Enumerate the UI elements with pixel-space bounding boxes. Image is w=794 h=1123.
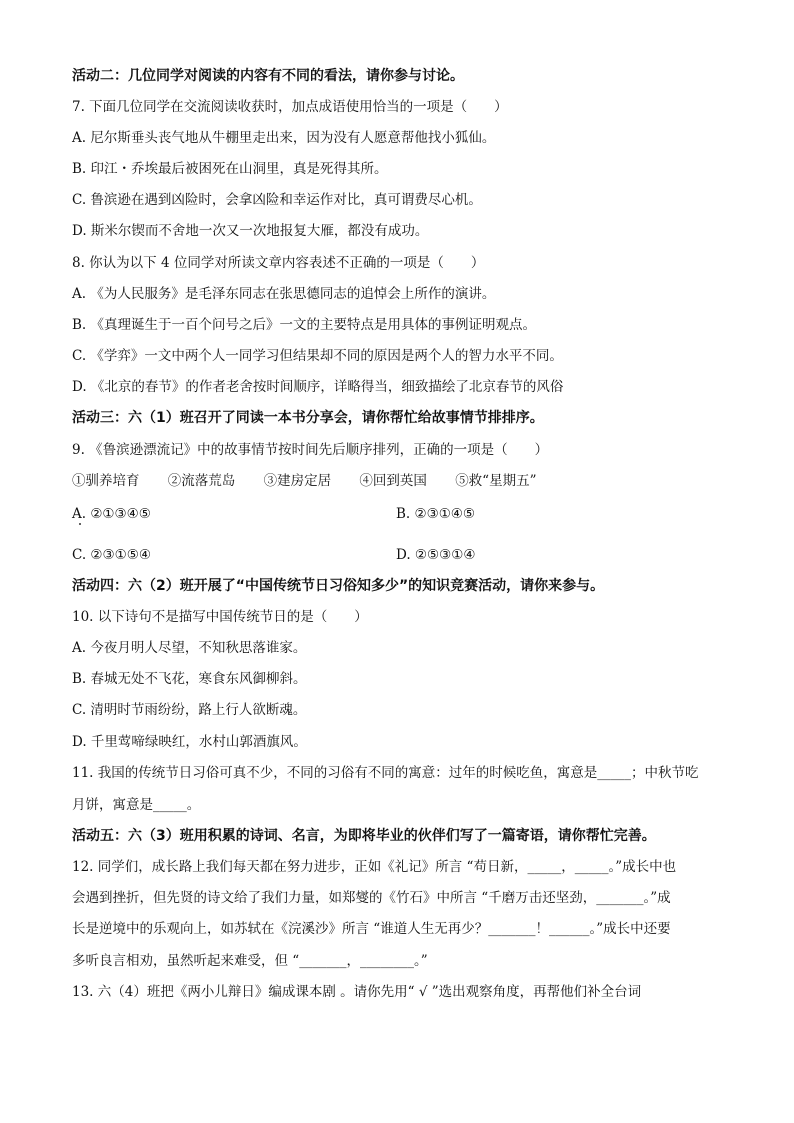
q9-option-d: D. ②⑤③①④	[396, 547, 476, 563]
q9-option-a: A. ②①③④⑤	[72, 506, 151, 522]
q7-option-d: D. 斯米尔锲而不舍地一次又一次地报复大雁，都没有成功。	[72, 223, 429, 239]
activity2-heading: 活动二：几位同学对阅读的内容有不同的看法，请你参与讨论。	[72, 68, 464, 84]
q9-stem: 9. 《鲁滨逊漂流记》中的故事情节按时间先后顺序排列，正确的一项是（ ）	[72, 442, 549, 458]
q11-line-2: 月饼，寓意是_____。	[72, 797, 201, 813]
q12-line-4: 多听良言相劝，虽然听起来难受，但 “_______，________。”	[72, 953, 428, 969]
q8-option-a: A. 《为人民服务》是毛泽东同志在张思德同志的追悼会上所作的演讲。	[72, 286, 496, 302]
q9-event-3: ③建房定居	[263, 473, 332, 489]
q8-stem: 8. 你认为以下 4 位同学对所读文章内容表述不正确的一项是（ ）	[72, 255, 485, 271]
activity3-heading: 活动三：六（1）班召开了同读一本书分享会，请你帮忙给故事情节排排序。	[72, 410, 544, 426]
q7-option-c: C. 鲁滨逊在遇到凶险时，会拿凶险和幸运作对比，真可谓费尽心机。	[72, 192, 482, 208]
q9-event-1: ①驯养培育	[72, 473, 140, 489]
q8-option-b: B. 《真理诞生于一百个问号之后》一文的主要特点是用具体的事例证明观点。	[72, 317, 537, 333]
activity4-heading: 活动四：六（2）班开展了“中国传统节日习俗知多少”的知识竞赛活动，请你来参与。	[72, 578, 605, 594]
q9-option-b: B. ②③①④⑤	[396, 506, 476, 522]
q7-option-a: A. 尼尔斯垂头丧气地从牛棚里走出来，因为没有人愿意帮他找小狐仙。	[72, 130, 496, 146]
activity5-heading: 活动五：六（3）班用积累的诗词、名言，为即将毕业的伙伴们写了一篇寄语，请你帮忙完善。	[72, 828, 656, 844]
q13-line-1: 13. 六（4）班把《两小儿辩日》编成课本剧 。请你先用“ √ ”选出观察角度，再帮他们补全台词	[72, 984, 642, 1000]
q8-option-c: C. 《学弈》一文中两个人一同学习但结果却不同的原因是两个人的智力水平不同。	[72, 348, 563, 364]
q9-option-c: C. ②③①⑤④	[72, 547, 151, 563]
q7-stem: 7. 下面几位同学在交流阅读收获时，加点成语使用恰当的一项是（ ）	[72, 99, 508, 115]
emphasis-dot	[79, 523, 81, 525]
q9-event-5: ⑤救“星期五”	[455, 473, 537, 489]
q12-line-1: 12. 同学们，成长路上我们每天都在努力进步，正如《礼记》所言 “苟日新，_____，_____。”成长中也	[72, 859, 677, 875]
q9-event-4: ④回到英国	[359, 473, 427, 489]
q10-option-d: D. 千里莺啼绿映红，水村山郭酒旗风。	[72, 734, 307, 750]
q10-stem: 10. 以下诗句不是描写中国传统节日的是（ ）	[72, 609, 368, 625]
q9-events	[72, 471, 732, 491]
q12-line-2: 会遇到挫折，但先贤的诗文给了我们力量，如郑燮的《竹石》中所言 “千磨万击还坚劲，_______。”成	[72, 890, 671, 906]
q11-line-1: 11. 我国的传统节日习俗可真不少，不同的习俗有不同的寓意：过年的时候吃鱼，寓意是_____；中秋节吃	[72, 765, 699, 781]
q10-option-a: A. 今夜月明人尽望，不知秋思落谁家。	[72, 640, 307, 656]
q10-option-b: B. 春城无处不飞花，寒食东风御柳斜。	[72, 671, 307, 687]
q9-event-2: ②流落荒岛	[167, 473, 236, 489]
q7-option-b: B. 印江・乔埃最后被困死在山洞里，真是死得其所。	[72, 161, 388, 177]
q8-option-d: D. 《北京的春节》的作者老舍按时间顺序，详略得当，细致描绘了北京春节的风俗	[72, 379, 564, 395]
q10-option-c: C. 清明时节雨纷纷，路上行人欲断魂。	[72, 702, 307, 718]
q12-line-3: 长是逆境中的乐观向上，如苏轼在《浣溪沙》所言 “谁道人生无再少？_______！______。”成长中还要	[72, 921, 671, 937]
